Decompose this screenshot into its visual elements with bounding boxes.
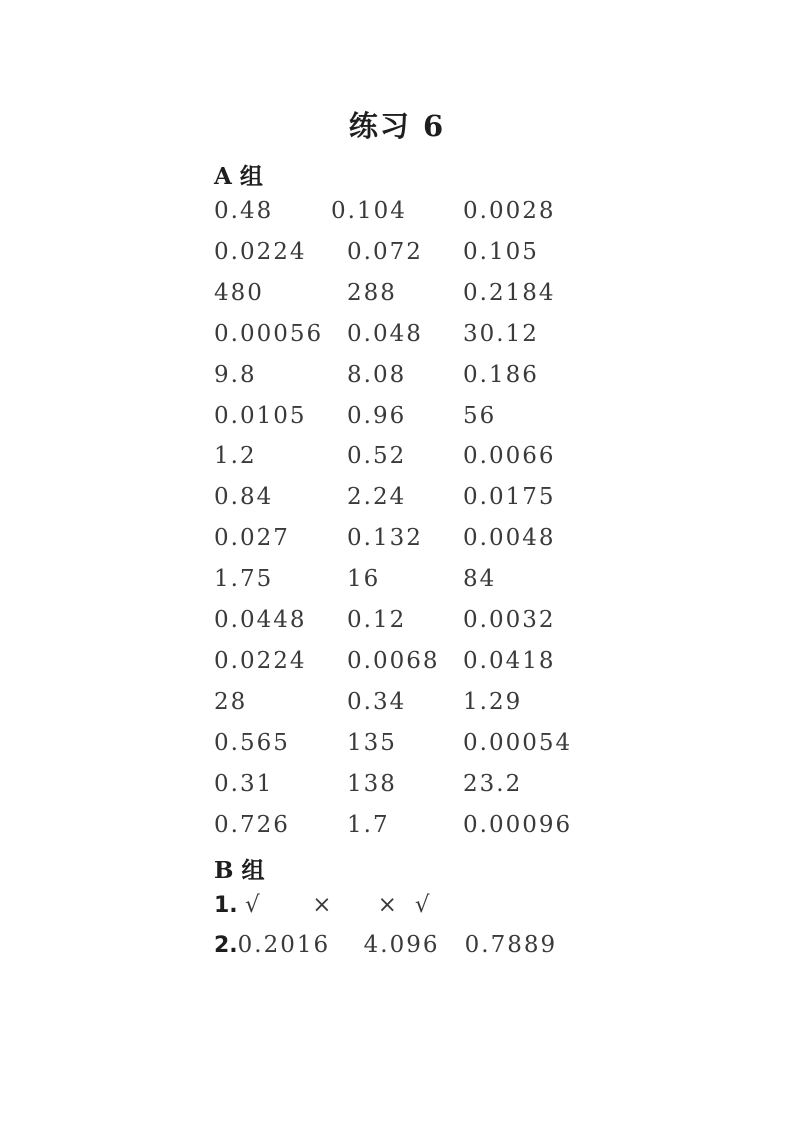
answer-cell: 0.00096	[463, 811, 573, 838]
answer-cell: 0.0448	[214, 607, 307, 633]
answer-cell: 9.8	[214, 361, 257, 388]
answer-row	[0, 648, 794, 680]
answer-cell: 56	[463, 402, 497, 429]
answer-row	[0, 689, 794, 721]
answer-cell: 0.105	[463, 238, 539, 265]
answer-cell: 0.52	[347, 443, 407, 470]
answer-row	[0, 239, 794, 271]
judgement-mark: ×	[312, 892, 332, 918]
question-number: 1.	[214, 893, 238, 918]
answer-cell: 0.2184	[463, 279, 556, 306]
judgement-mark: √	[244, 892, 260, 918]
answer-cell: 2.24	[347, 484, 407, 511]
answer-cell: 84	[463, 566, 497, 593]
answer-cell: 8.08	[347, 361, 407, 388]
answer-cell: 0.0048	[463, 525, 556, 552]
answer-cell: 0.0418	[463, 647, 556, 674]
answer-row	[0, 403, 794, 435]
judgement-mark: ×	[377, 892, 397, 918]
answer-value: 0.7889	[464, 932, 558, 958]
answer-cell: 0.34	[347, 688, 407, 715]
page-title: 练习 6	[348, 109, 446, 143]
answer-cell: 1.7	[347, 811, 390, 838]
judgement-mark: √	[414, 892, 430, 918]
answer-row	[0, 280, 794, 312]
answer-cell: 0.0066	[463, 443, 556, 470]
answer-cell: 0.0105	[214, 402, 307, 429]
answer-cell: 0.12	[347, 607, 407, 633]
answer-cell: 16	[347, 566, 381, 593]
answer-row	[0, 321, 794, 353]
answer-cell: 1.2	[214, 443, 257, 470]
answer-cell: 0.104	[331, 198, 407, 224]
answer-cell: 0.186	[463, 361, 539, 388]
group-b-question-1	[214, 892, 473, 924]
answer-value: 4.096	[363, 932, 440, 958]
answer-cell: 480	[214, 279, 264, 306]
answer-cell: 23.2	[463, 770, 523, 797]
group-b-label: B 组	[214, 857, 265, 884]
answer-cell: 135	[347, 729, 397, 756]
answer-value: 0.2016	[237, 932, 331, 958]
answer-cell: 0.0175	[463, 484, 556, 511]
answer-row	[0, 362, 794, 394]
answer-cell: 0.072	[347, 238, 423, 265]
answer-cell: 0.048	[347, 320, 423, 347]
answer-row	[0, 566, 794, 598]
answer-cell: 28	[214, 688, 248, 715]
answer-row	[0, 607, 794, 639]
group-a-label: A 组	[214, 163, 263, 190]
answer-row	[0, 443, 794, 475]
answer-cell: 0.726	[214, 811, 290, 838]
answer-row	[0, 198, 794, 230]
answer-cell: 30.12	[463, 320, 539, 347]
answer-cell: 0.0032	[463, 607, 556, 633]
answer-row	[0, 812, 794, 844]
group-b-question-2	[214, 932, 557, 964]
answer-cell: 0.96	[347, 402, 407, 429]
answer-cell: 0.027	[214, 525, 290, 552]
answer-cell: 0.0224	[214, 647, 307, 674]
answer-cell: 288	[347, 279, 397, 306]
answer-cell: 0.565	[214, 729, 290, 756]
answer-cell: 0.00056	[214, 320, 324, 347]
question-number: 2.	[214, 933, 238, 958]
answer-cell: 0.84	[214, 484, 274, 511]
answer-cell: 138	[347, 770, 397, 797]
answer-cell: 1.29	[463, 688, 523, 715]
answer-cell: 0.0068	[347, 647, 440, 674]
answer-cell: 0.31	[214, 770, 274, 797]
answer-cell: 0.0224	[214, 238, 307, 265]
answer-row	[0, 730, 794, 762]
answer-cell: 0.132	[347, 525, 423, 552]
answer-cell: 0.0028	[463, 198, 556, 224]
answer-cell: 0.00054	[463, 729, 573, 756]
answer-row	[0, 525, 794, 557]
answer-row	[0, 771, 794, 803]
answer-cell: 1.75	[214, 566, 274, 593]
answer-cell: 0.48	[214, 198, 274, 224]
answer-row	[0, 484, 794, 516]
